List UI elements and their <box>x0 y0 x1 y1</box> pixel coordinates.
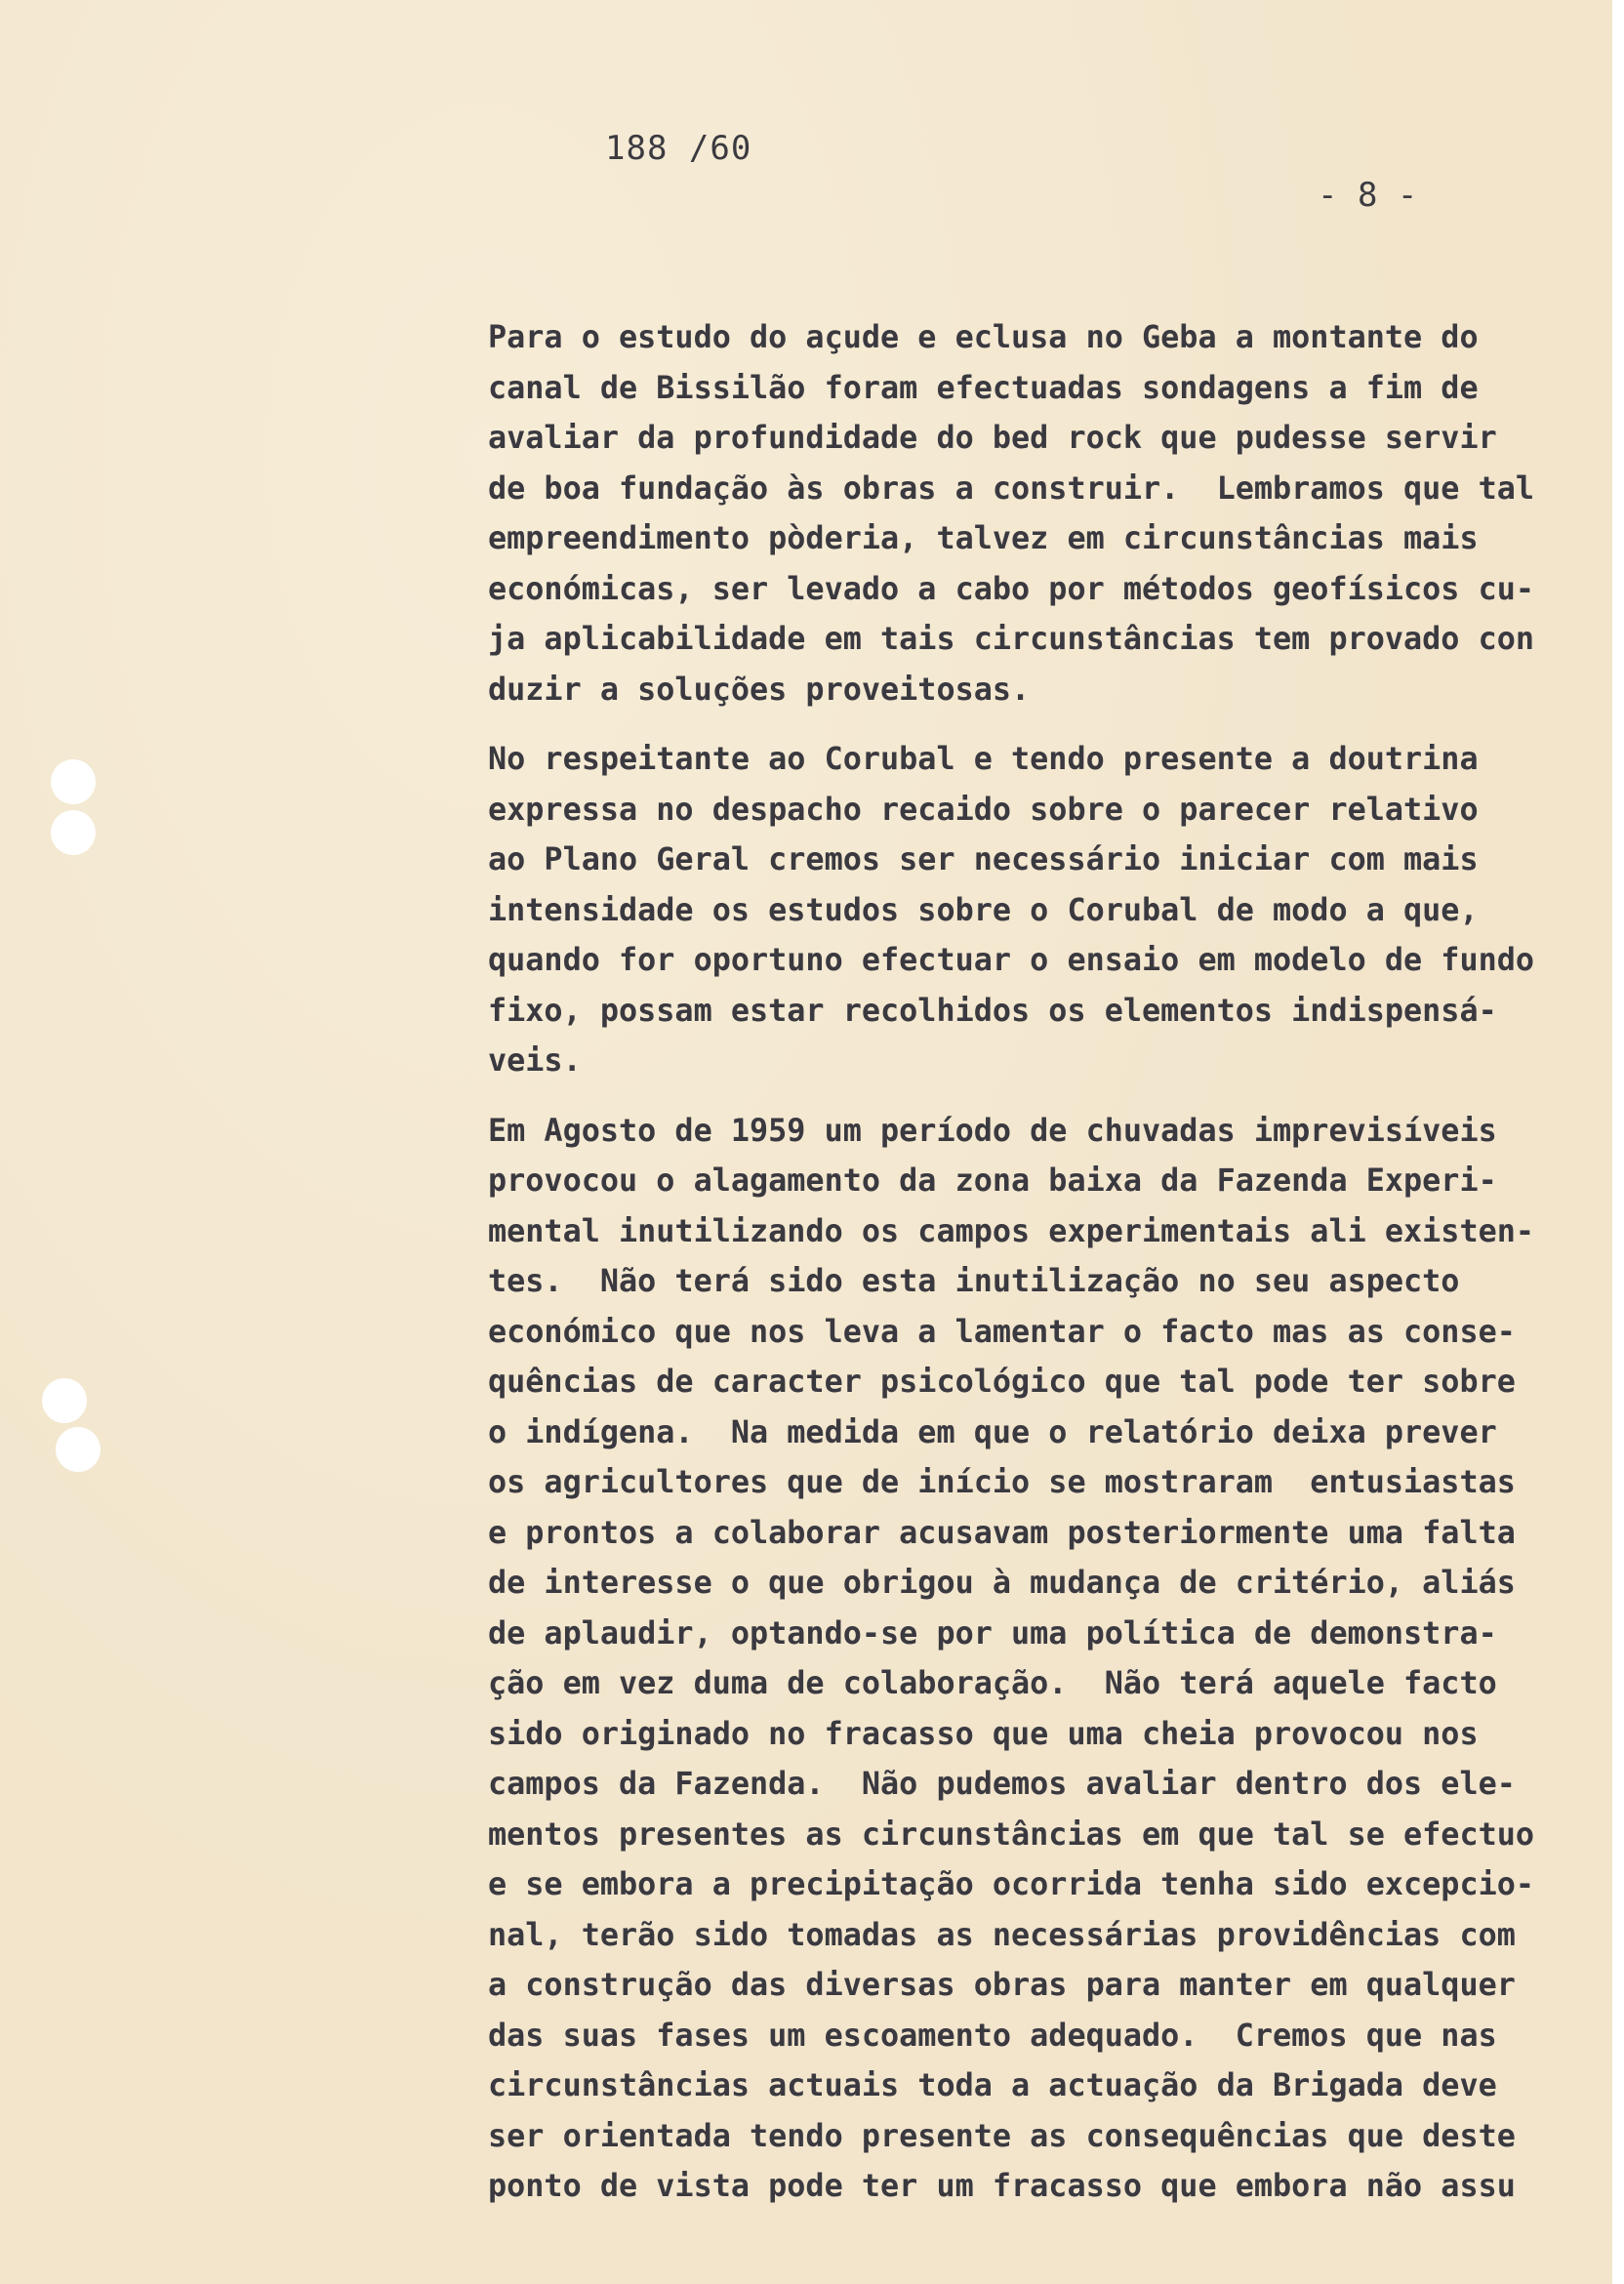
text-line: e prontos a colaborar acusavam posteriormente uma falta <box>488 1514 1516 1551</box>
punch-hole-1 <box>51 759 96 804</box>
page-number: - 8 - <box>1318 176 1418 215</box>
text-line: fixo, possam estar recolhidos os elementos indispensá- <box>488 992 1497 1029</box>
document-reference: 188 /60 <box>605 129 752 168</box>
text-line: quando for oportuno efectuar o ensaio em modelo de fundo <box>488 942 1535 978</box>
text-line: duzir a soluções proveitosas. <box>488 671 1031 708</box>
text-line: avaliar da profundidade do bed rock que pudesse servir <box>488 420 1497 456</box>
text-line: quências de caracter psicológico que tal pode ter sobre <box>488 1364 1516 1400</box>
typewritten-body <box>488 312 1608 2231</box>
punch-hole-2 <box>51 810 96 855</box>
text-line: nal, terão sido tomadas as necessárias providências com <box>488 1916 1516 1953</box>
text-line: o indígena. Na medida em que o relatório deixa prever <box>488 1413 1497 1450</box>
text-line: e se embora a precipitação ocorrida tenha sido excepcio- <box>488 1866 1535 1902</box>
text-line: provocou o alagamento da zona baixa da Fazenda Experi- <box>488 1162 1497 1199</box>
page-edge <box>1612 0 1624 2284</box>
text-line: ja aplicabilidade em tais circunstâncias tem provado con <box>488 621 1535 657</box>
text-line: circunstâncias actuais toda a actuação da Brigada deve <box>488 2067 1497 2103</box>
text-line: ponto de vista pode ter um fracasso que embora não assu <box>488 2168 1516 2204</box>
text-line: No respeitante ao Corubal e tendo presente a doutrina <box>488 741 1479 777</box>
text-line: tes. Não terá sido esta inutilização no seu aspecto <box>488 1263 1460 1299</box>
text-line: Para o estudo do açude e eclusa no Geba a montante do <box>488 319 1479 355</box>
text-line: económicas, ser levado a cabo por métodos geofísicos cu- <box>488 570 1535 607</box>
text-line: intensidade os estudos sobre o Corubal de modo a que, <box>488 891 1479 928</box>
paragraph-1 <box>488 312 1608 714</box>
text-line: expressa no despacho recaido sobre o parecer relativo <box>488 791 1479 828</box>
text-line: de interesse o que obrigou à mudança de critério, aliás <box>488 1565 1516 1601</box>
text-line: económico que nos leva a lamentar o facto mas as conse- <box>488 1313 1516 1350</box>
text-line: mentos presentes as circunstâncias em que tal se efectuo <box>488 1815 1535 1853</box>
text-line: a construção das diversas obras para manter em qualquer <box>488 1967 1516 2003</box>
text-line: ser orientada tendo presente as consequências que deste <box>488 2117 1516 2154</box>
paragraph-2 <box>488 734 1608 1086</box>
punch-hole-3 <box>42 1378 87 1423</box>
text-line: os agricultores que de início se mostraram entusiastas <box>488 1464 1516 1500</box>
punch-hole-4 <box>56 1427 101 1472</box>
text-line: das suas fases um escoamento adequado. Cremos que nas <box>488 2017 1497 2054</box>
paragraph-3 <box>488 1106 1608 2212</box>
text-line: canal de Bissilão foram efectuadas sondagens a fim de <box>488 369 1479 406</box>
text-line: sido originado no fracasso que uma cheia provocou nos <box>488 1715 1479 1752</box>
text-line: ção em vez duma de colaboração. Não terá aquele facto <box>488 1665 1497 1701</box>
text-line: campos da Fazenda. Não pudemos avaliar dentro dos ele- <box>488 1766 1516 1802</box>
text-line: veis. <box>488 1042 582 1079</box>
text-line: de boa fundação às obras a construir. Lembramos que tal <box>488 469 1535 507</box>
text-line: Em Agosto de 1959 um período de chuvadas imprevisíveis <box>488 1112 1497 1149</box>
text-line: ao Plano Geral cremos ser necessário iniciar com mais <box>488 841 1479 877</box>
text-line: mental inutilizando os campos experimentais ali existen- <box>488 1212 1535 1249</box>
text-line: empreendimento pòderia, talvez em circunstâncias mais <box>488 520 1479 556</box>
text-line: de aplaudir, optando-se por uma política de demonstra- <box>488 1614 1497 1652</box>
